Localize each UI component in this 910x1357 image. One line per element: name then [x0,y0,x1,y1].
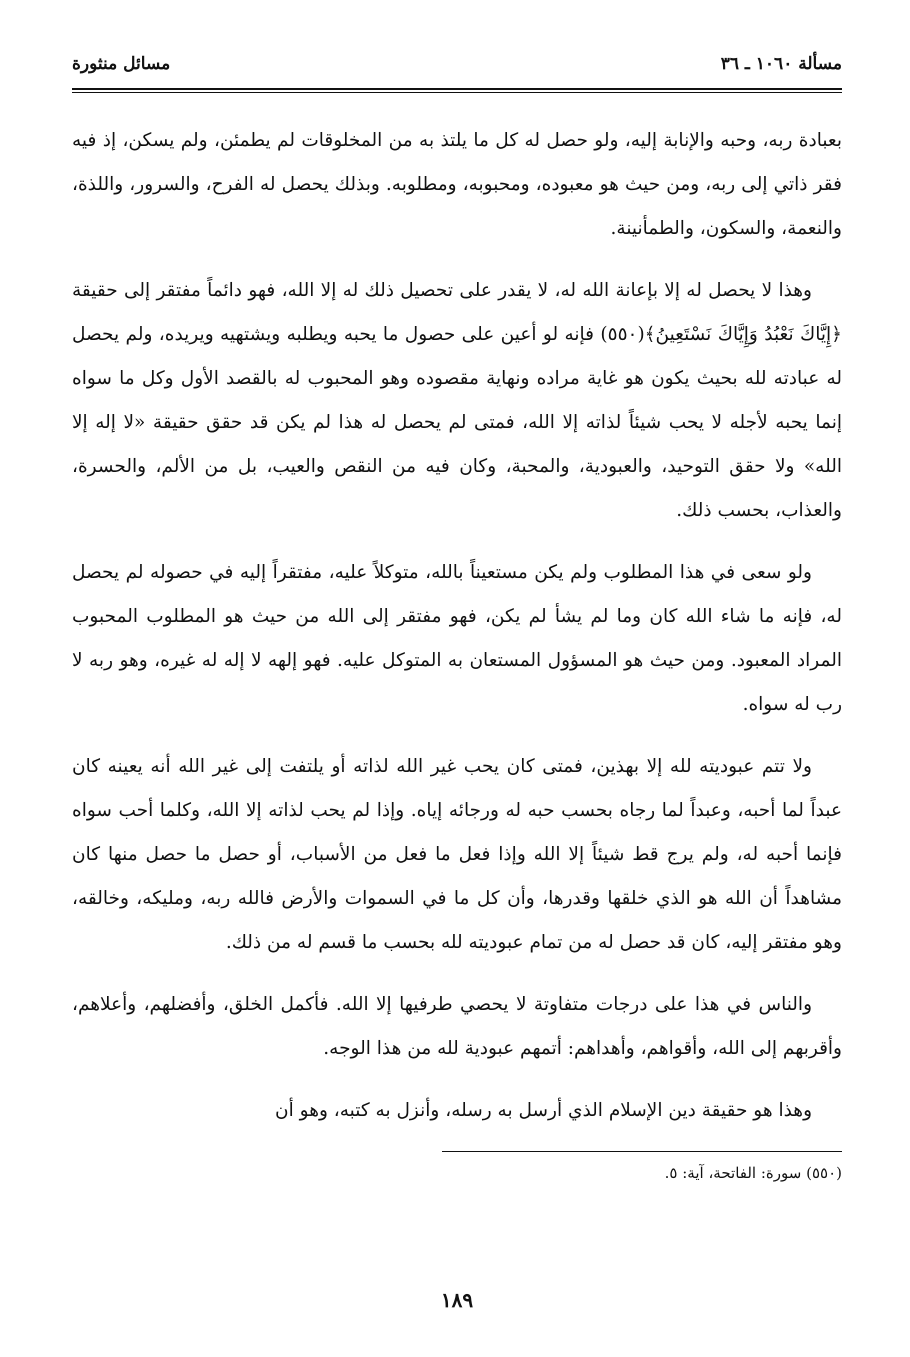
footnote-divider [442,1151,842,1152]
footnote: (٥٥٠) سورة: الفاتحة، آية: ٥. [664,1164,842,1182]
paragraph: وهذا لا يحصل له إلا بإعانة الله له، لا يقدر على تحصيل ذلك له إلا الله، فهو دائماً مفتقر إلى حقيقة ﴿إِيَّاكَ نَعْبُدُ وَإِيَّاكَ نَسْتَعِينُ﴾(٥٥٠) فإنه لو أعين على حصول ما يحبه ويطلبه ويشتهيه ويريده، ولم يحصل له عبادته لله بحيث يكون هو غاية مراده ونهاية مقصوده وهو المحبوب له بالقصد الأول وكل ما سواه إنما يحبه لأجله لا يحب شيئاً لذاته إلا الله، فمتى لم يحصل له هذا لم يكن قد حقق حقيقة «لا إله إلا الله» ولا حقق التوحيد، والعبودية، والمحبة، وكان فيه من النقص والعيب، بل من الألم، والحسرة، والعذاب، بحسب ذلك. [72,280,842,521]
paragraph: والناس في هذا على درجات متفاوتة لا يحصي طرفيها إلا الله. فأكمل الخلق، وأفضلهم، وأعلاهم، وأقربهم إلى الله، وأقواهم، وأهداهم: أتمهم عبودية لله من هذا الوجه. [72,994,842,1059]
footnotes [72,1160,842,1186]
page-number: ١٨٩ [440,1288,474,1312]
issue-range-label: مسألة ١٠٦٠ ـ ٣٦ [720,54,842,74]
paragraph: وهذا هو حقيقة دين الإسلام الذي أرسل به رسله، وأنزل به كتبه، وهو أن [275,1100,812,1121]
book-page [72,40,842,1330]
running-header [72,40,842,80]
section-title: مسائل منثورة [72,54,171,74]
paragraph: ولو سعى في هذا المطلوب ولم يكن مستعيناً بالله، متوكلاً عليه، مفتقراً إليه في حصوله لم يحصل له، فإنه ما شاء الله كان وما لم يشأ لم يكن، فهو مفتقر إلى الله من حيث هو المطلوب المحبوب المراد المعبود. ومن حيث هو المسؤول المستعان به المتوكل عليه. فهو إلهه لا إله له غيره، وهو ربه لا رب له سواه. [72,562,842,715]
main-text [72,119,842,1133]
paragraph: ولا تتم عبوديته لله إلا بهذين، فمتى كان يحب غير الله لذاته أو يلتفت إلى غير الله أنه يعينه كان عبداً لما أحبه، وعبداً لما رجاه بحسب حبه له ورجائه إياه. وإذا لم يحب لذاته إلا الله، وكلما أحب سواه فإنما أحبه له، ولم يرج قط شيئاً إلا الله وإذا فعل ما فعل من الأسباب، أو حصل ما حصل منها كان مشاهداً أن الله هو الذي خلقها وقدرها، وأن كل ما في السموات والأرض فالله ربه، ومليكه، وخالقه، وهو مفتقر إليه، كان قد حصل له من تمام عبوديته لله بحسب ما قسم له من ذلك. [72,756,842,953]
paragraph: بعبادة ربه، وحبه والإنابة إليه، ولو حصل له كل ما يلتذ به من المخلوقات لم يطمئن، ولم يسكن، إذ فيه فقر ذاتي إلى ربه، ومن حيث هو معبوده، ومحبوبه، ومطلوبه. وبذلك يحصل له الفرح، والسرور، واللذة، والنعمة، والسكون، والطمأنينة. [72,130,842,239]
header-rule [72,88,842,93]
